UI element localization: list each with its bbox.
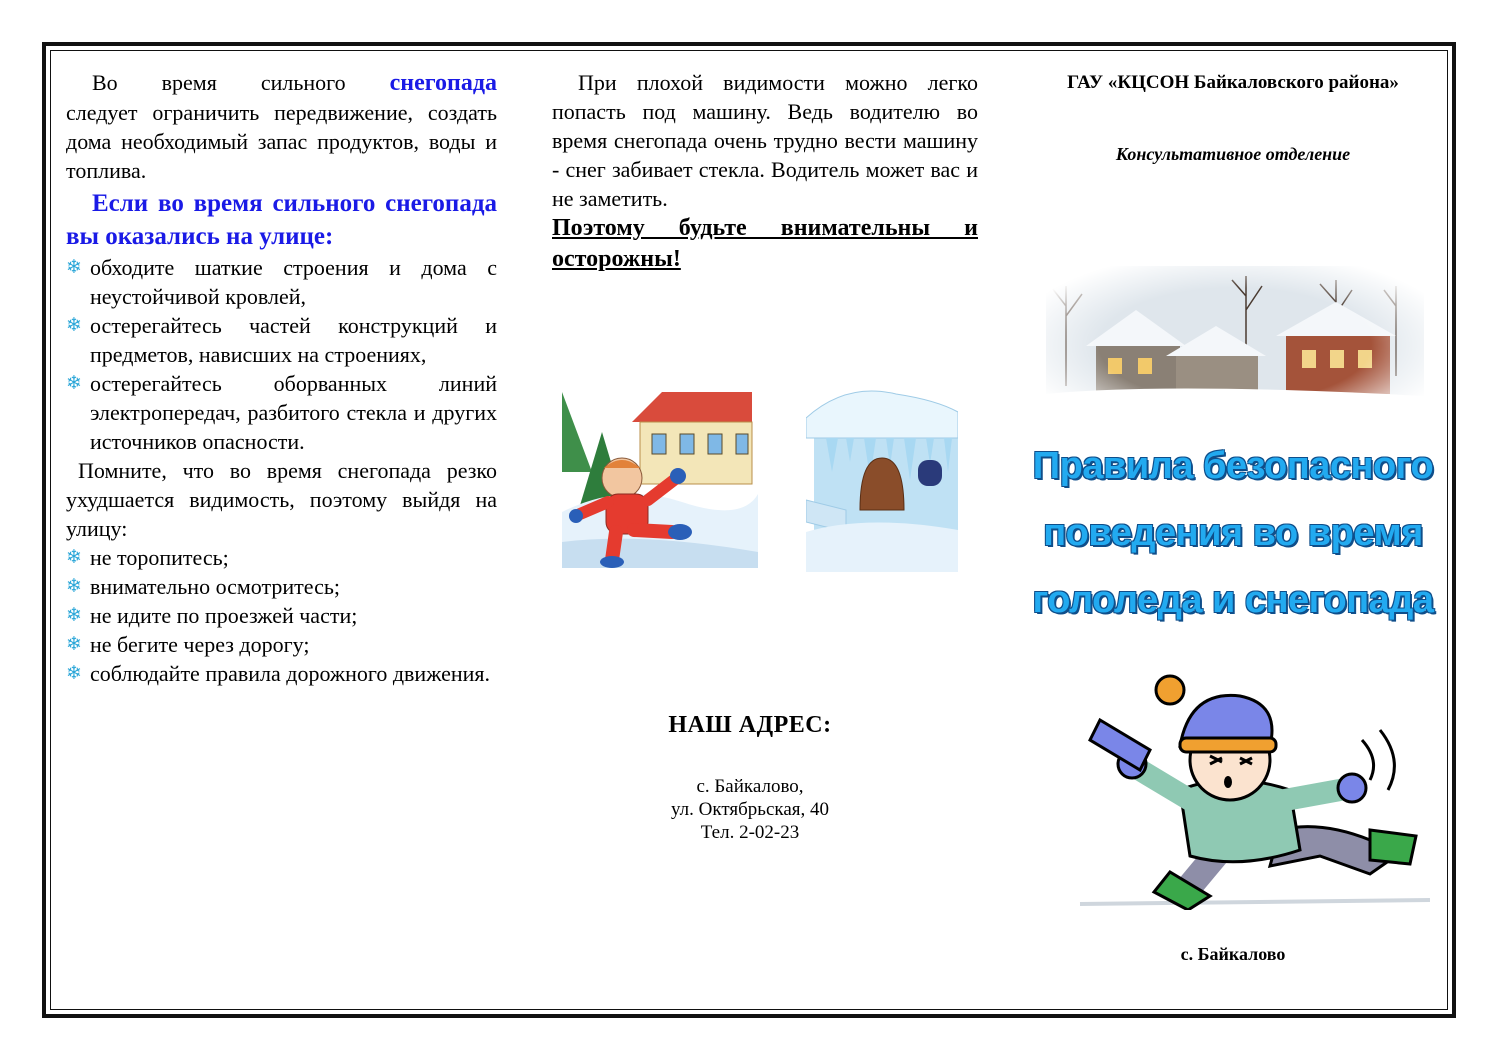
organization-name: ГАУ «КЦСОН Байкаловского района» (1067, 72, 1399, 93)
snowflake-icon: ❄ (66, 575, 82, 597)
snowflake-icon: ❄ (66, 604, 82, 626)
danger-list (66, 253, 497, 456)
list-item: ❄ обходите шаткие строения и дома с неустойчивой кровлей, (66, 255, 497, 309)
child-slipping-illustration (562, 382, 758, 568)
address-village: с. Байкалово, (696, 776, 804, 797)
outdoor-heading: Если во время сильного снегопада вы оказались на улице: (66, 190, 497, 250)
list-item: ❄ остерегайтесь частей конструкций и предметов, нависших на строениях, (66, 313, 497, 367)
list-item: ❄ не торопитесь; (66, 545, 229, 570)
slipping-boy-illustration (1070, 660, 1430, 910)
list-item: ❄ остерегайтесь оборванных линий электропередач, разбитого стекла и других источников опасности. (66, 371, 497, 454)
caution-text: Поэтому будьте внимательны и осторожны! (552, 215, 978, 272)
address-phone: Тел. 2-02-23 (700, 822, 800, 843)
intro-text-b: следует ограничить передвижение, создать дома необходимый запас продуктов, воды и топлива. (66, 100, 497, 183)
snowflake-icon: ❄ (66, 546, 82, 568)
list-item: ❄ не бегите через дорогу; (66, 632, 310, 657)
snowflake-icon: ❄ (66, 633, 82, 655)
street-list (66, 543, 497, 688)
department-name: Консультативное отделение (1115, 144, 1351, 164)
intro-highlight: снегопада (389, 70, 498, 96)
list-item: ❄ внимательно осмотритесь; (66, 574, 341, 599)
winter-houses-photo (1046, 266, 1424, 424)
address-title: НАШ АДРЕС: (668, 712, 832, 738)
address-block (590, 775, 910, 844)
left-column (66, 68, 497, 688)
visibility-paragraph: Помните, что во время снегопада резко ухудшается видимость, поэтому выйдя на улицу: (66, 458, 497, 541)
list-item: ❄ соблюдайте правила дорожного движения. (66, 661, 491, 686)
snowflake-icon: ❄ (66, 372, 82, 394)
middle-column (552, 68, 978, 275)
title-line-1: Правила безопасного (1032, 445, 1434, 487)
title-line-3: гололеда и снегопада (1032, 579, 1434, 621)
intro-text-a: Во время сильного (92, 70, 346, 95)
list-item: ❄ не идите по проезжей части; (66, 603, 358, 628)
brochure-title (1018, 433, 1448, 634)
visibility-warning-paragraph: При плохой видимости можно легко попасть под машину. Ведь водителю во время снегопада очень трудно вести машину - снег забивает стекла. Водитель может вас и не заметить. (552, 70, 978, 211)
village-label: с. Байкалово (1180, 944, 1286, 964)
snowflake-icon: ❄ (66, 314, 82, 336)
snowflake-icon: ❄ (66, 662, 82, 684)
intro-paragraph (66, 68, 497, 98)
snowflake-icon: ❄ (66, 256, 82, 278)
title-line-2: поведения во время (1043, 512, 1423, 554)
icicles-house-illustration (806, 382, 958, 572)
address-street: ул. Октябрьская, 40 (670, 799, 830, 820)
